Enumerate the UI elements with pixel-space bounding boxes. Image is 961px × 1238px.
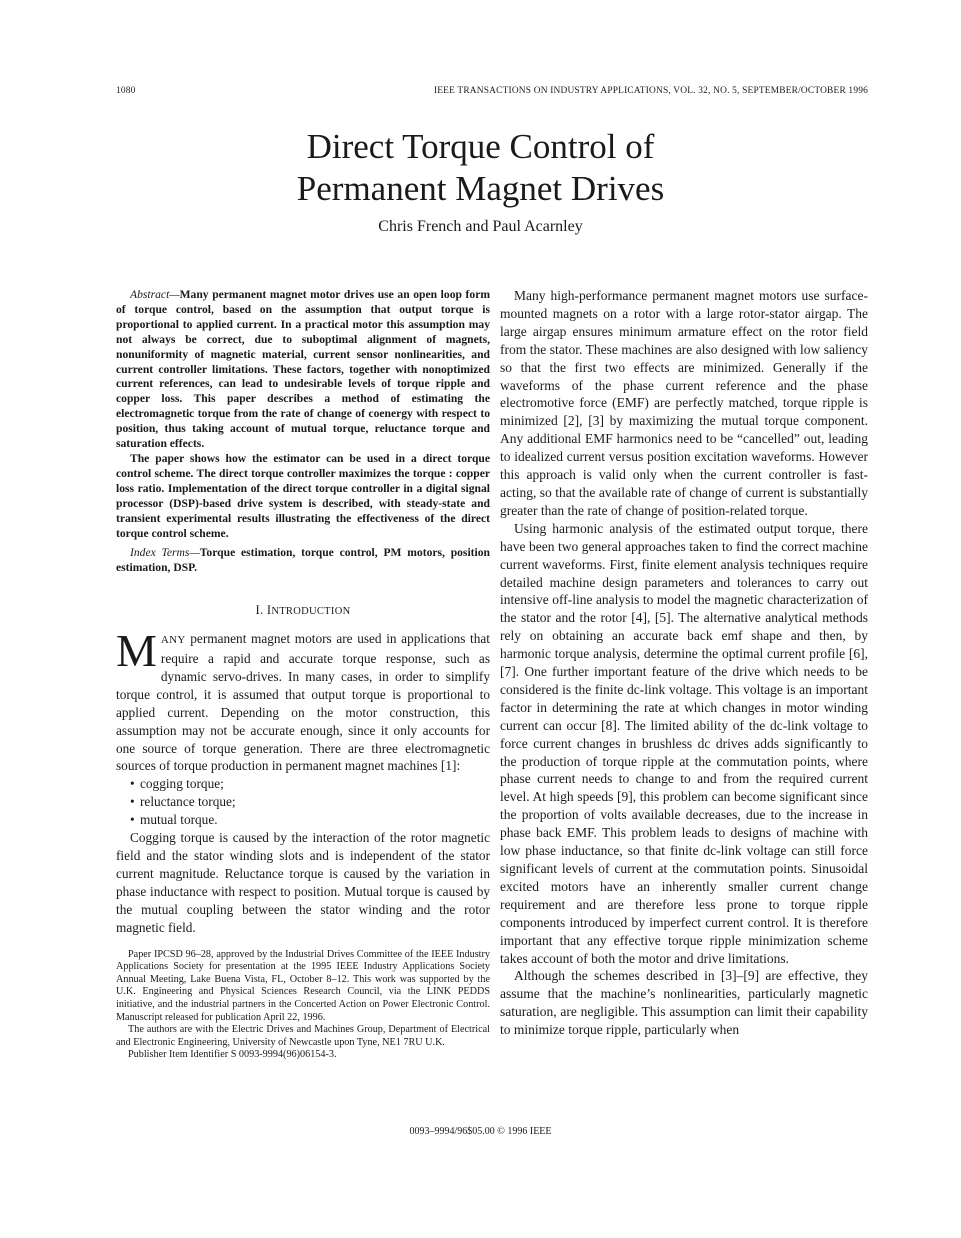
title-line-2: Permanent Magnet Drives [296,169,665,208]
intro-paragraph-2: Cogging torque is caused by the interaction of the rotor magnetic field and the stator winding slots and is independent of the stator current magnitude. Reluctance torque is caused by the variation in phase inductance with respect to position. Mutual torque is caused by the mutual coupling between the stator winding and the rotor magnetic field. [116,830,490,935]
title-line-1: Direct Torque Control of [306,127,655,166]
index-terms-label: Index Terms— [130,546,200,560]
index-terms [116,546,490,576]
abstract-para-2: The paper shows how the estimator can be used in a direct torque control scheme. The direct torque controller maximizes the torque : copper loss ratio. Implementation of the direct torque controller in a digital signal processor (DSP)-based drive system is described, with steady-state and transient experimental results illustrating the effectiveness of the direct torque control scheme. [116,451,490,540]
section-initial: I [266,603,272,618]
list-item: • reluctance torque; [130,793,490,811]
intro-para-1-text: permanent magnet motors are used in applications that require a rapid and accurate torque response, such as dynamic servo-drives. In many cases, in order to simplify torque control, it is assumed that output torque is proportional to applied current. Depending on the motor construction, this assumption may not be accurate enough, since it only accounts for one source of torque generation. There are three electromagnetic sources of torque production in permanent magnet machines [1]: [116,631,490,774]
abstract-label: Abstract— [130,288,180,301]
list-item: • mutual torque. [130,811,490,829]
right-column [500,287,868,1039]
footnote-publisher-id: Publisher Item Identifier S 0093-9994(96)06154-3. [128,1049,337,1061]
left-column [116,288,490,1062]
list-item: • cogging torque; [130,775,490,793]
body-paragraph: Although the schemes described in [3]–[9] are effective, they assume that the machine’s nonlinearities, particularly magnetic saturation, are negligible. This assumption can limit their capability to minimize torque ripple, particularly when [500,968,868,1038]
footnote-affiliation: The authors are with the Electric Drives and Machines Group, Department of Electrical and Electronic Engineering, University of Newcastle upon Tyne, NE1 7RU U.K. [116,1024,490,1048]
body-paragraph: Many high-performance permanent magnet motors use surface-mounted magnets on a rotor with a large rotor-stator airgap. The large airgap ensures minimum armature effect on the rotor field from the stator. These machines are also designed with low saliency so that the first two effects are minimized. Generally if the waveforms of the phase current reference and the phase electromotive force (EMF) are perfectly matched, torque ripple is minimized [2], [3] by maximizing the mutual torque component. Any additional EMF harmonics need to be “cancelled” out, leading to idealized current versus position excitation waveforms. However this approach is valid only when the current controller is fast-acting, so that the available rate of change of current is substantially greater than the rate of change of position-related torque. [500,288,868,518]
abstract-text-1: Many permanent magnet motor drives use an open loop form of torque control, based on the assumption that output torque is proportional to applied current. In a practical motor this assumption may not always be correct, due to suboptimal alignment of magnets, nonuniformity of magnetic material, current sensor nonlinearities, and current controller limitations. These factors, together with nonoptimized current references, can lead to undesirable levels of torque ripple and copper loss. This paper describes a method of estimating the electromagnetic torque from the rate of change of coenergy with respect to position, thus taking account of mutual torque, reluctance torque and saturation effects. [116,288,490,451]
footnotes [116,949,490,1062]
index-terms-text: Torque estimation, torque control, PM motors, position estimation, DSP. [116,546,490,575]
section-title-rest: NTRODUCTION [271,606,351,618]
abstract [116,288,490,576]
section-heading-introduction [116,602,490,621]
journal-citation: IEEE TRANSACTIONS ON INDUSTRY APPLICATIONS, VOL. 32, NO. 5, SEPTEMBER/OCTOBER 1996 [433,86,868,96]
section-numeral: I. [255,603,264,618]
copyright-code: 0093–9994/96$05.00 © 1996 IEEE [409,1126,552,1137]
footnote-manuscript: Paper IPCSD 96–28, approved by the Industrial Drives Committee of the IEEE Industry Applications Society for presentation at the 1995 IEEE Industry Applications Society Annual Meeting, Lake Buena Vista, FL, October 8–12. This work was supported by the U.K. Engineering and Physical Sciences Research Council, via the LINK PEDDS initiative, and the industrial partners in the Concerted Action on Power Electronic Control. Manuscript released for publication April 22, 1996. [116,948,490,1023]
drop-cap: M [116,625,157,677]
first-word-rest: ANY [160,634,186,647]
page-number: 1080 [116,86,136,96]
body-paragraph: Using harmonic analysis of the estimated output torque, there have been two general approaches taken to find the correct machine current waveforms. First, finite element analysis techniques require detailed machine design parameters and tolerances to carry out intensive off-line analysis to model the magnetic characterization of the stator and the rotor [4], [5]. The alternative analytical methods rely on obtaining an accurate back emf shape and then, by harmonic torque analysis, determine the optimal current profile [6], [7]. One further important feature of the drive which needs to be considered is the finite dc-link voltage. This voltage is an important factor in determining the rate at which changes in motor winding current can occur [8]. The limited ability of the dc-link voltage to force current changes in brushless dc drives adds significantly to the production of torque ripple at the commutation points, where phase current needs to change to and from the required current level. At high speeds [9], this problem can become significant since the proportion of volts available decreases, due to the increase in phase back EMF. This problem leads to designs of machine with low phase inductance, so that finite dc-link voltage can still force significant levels of current at the commutation points. Sinusoidal excited motors have an inherently smaller current change requirement and are therefore less prone to torque ripple components introduced by imperfect current control. It is therefore important that any effective torque ripple minimization scheme takes account of both the motor and drive limitations. [500,520,868,966]
torque-sources-list [116,775,490,829]
paper-title [0,126,961,210]
abstract-para-1 [116,288,490,452]
intro-paragraph-1 [116,625,490,775]
authors: Chris French and Paul Acarnley [378,218,583,235]
